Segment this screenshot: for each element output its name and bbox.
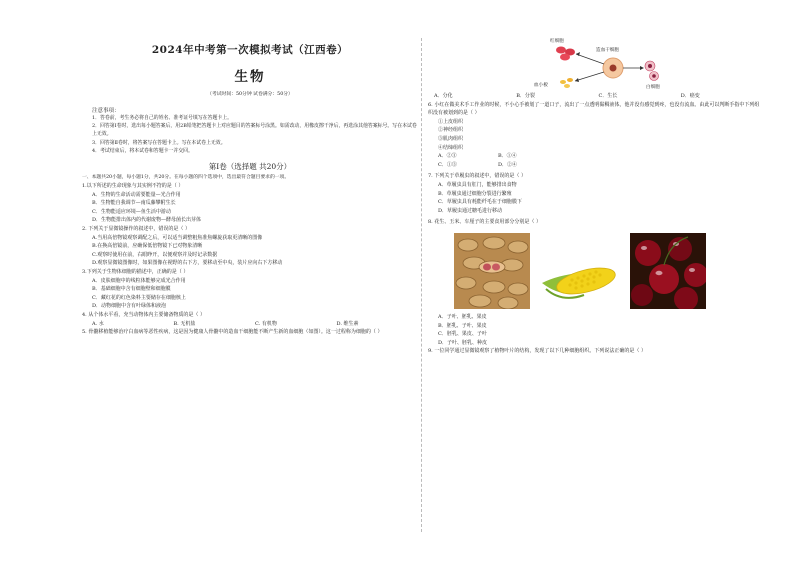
option: A. 水 — [92, 320, 104, 327]
option: A．分化 — [434, 93, 453, 99]
question-stem: 7. 下列关于草履虫的叙述中，错误的是（ ） — [428, 173, 526, 180]
blood-cell-diagram-svg — [428, 30, 763, 92]
option: C．胚乳、果皮、子叶 — [438, 331, 487, 338]
option: D．动物细胞中含有叶绿体和液泡 — [92, 303, 167, 310]
note-item: 4．考试结束后，将本试卷和答题卡一并交回。 — [92, 147, 193, 154]
option-row — [82, 320, 418, 329]
label-red-blood-cell: 红细胞 — [550, 39, 564, 44]
question-stem: 5. 骨髓移植能够治疗白血病等恶性疾病，这是因为健康人骨髓中的造血干细胞能不断产生新的血细胞（如图）。这一过程称为细胞的（ ） — [82, 329, 383, 336]
question-stem: 4. 从个体水平看，充当动物体内主要储备物质的是（ ） — [82, 311, 205, 318]
option: B．胚乳、子叶、果皮 — [438, 322, 487, 329]
tissue-item: ①上皮组织 — [438, 118, 464, 125]
option: B.在换高倍镜前，应确保低倍物镜下已对物象清晰 — [92, 243, 203, 250]
option: B．①④ — [498, 153, 517, 160]
question-stem: 9. 一位同学通过显微镜观察了植物叶片的结构，发现了以下几种细胞组织。下列说法正确的是（ ） — [428, 348, 646, 355]
food-photos — [454, 233, 763, 309]
option: D. 维生素 — [336, 320, 359, 327]
option: B．基础细胞中含有细胞壁和细胞膜 — [92, 286, 171, 293]
section-title: 第Ⅰ卷（选择题 共20分） — [208, 162, 292, 172]
option: D．草履虫通过糖毛进行移动 — [438, 207, 503, 214]
option: D．②④ — [498, 161, 518, 168]
exam-info: （考试时间：50分钟 试卷满分：50分） — [207, 92, 293, 97]
option-row — [428, 92, 763, 101]
question-stem: 2. 下列关于显微镜操作的叙述中，错误的是（ ） — [82, 225, 190, 232]
option: D．癌变 — [680, 93, 700, 99]
corn-svg — [540, 253, 620, 309]
blood-cell-diagram — [428, 30, 763, 92]
tissue-item: ②神经组织 — [438, 127, 464, 134]
option: A．②③ — [438, 153, 457, 160]
option: C．①③ — [438, 161, 457, 168]
option: C.观察时使用在前，右眼睁开，以便观察并及时记录数据 — [92, 251, 218, 258]
option: A．子叶、胚乳、果皮 — [438, 313, 487, 320]
option-row — [428, 161, 558, 170]
option: A．生物的生命活动需要能量—光合作用 — [92, 191, 181, 198]
label-stem-cell: 造血干细胞 — [596, 48, 619, 53]
question-stem: 1.以下所述的生命现象与其实例不符的是（ ） — [82, 183, 184, 190]
note-item: 2．回答第Ⅰ卷时，选出每小题答案后，用2B铅笔把答题卡上对应题目的答案标号涂黑。如需改动，用橡皮擦干净后，再选涂其他答案标号。写在本试卷上无效。 — [92, 123, 417, 138]
column-divider — [421, 38, 422, 532]
option: C．草履虫具有耗能纤毛在于细胞膜下 — [438, 199, 522, 206]
label-white-blood-cell: 白细胞 — [646, 85, 660, 90]
subject-title: 生物 — [234, 69, 266, 85]
peanut-image — [454, 233, 530, 309]
option: C．生长 — [598, 93, 618, 99]
option: B．草履虫通过细胞分裂进行繁殖 — [438, 190, 512, 197]
option: A．草履虫具有肛门，能够排出食物 — [438, 181, 517, 188]
peanut-svg — [454, 233, 530, 309]
option: D．生物能排出体内的代谢废物—酵母菌长出芽体 — [92, 217, 202, 224]
question-stem: 6. 小红在做美术手工作业的时候，不小心手被划了一道口子，流出了一点透明黏稠液体，他并没有感觉到疼，也没有流血。由此可以判断手指中下列组织没有被划到的是（ ） — [428, 101, 760, 117]
notes-heading: 注意事项： — [92, 108, 120, 114]
option: D．子叶、胚乳、种皮 — [438, 339, 488, 346]
option: C．生物能适应环境—鱼生活中游动 — [92, 208, 171, 215]
option: D.观察显微镜图像时，如果图像在视野的右下方，要移动至中央，装片应向右下方移动 — [92, 260, 283, 267]
option: C．藏红花的红色染料主要储存在细胞核上 — [92, 294, 186, 301]
right-column — [428, 30, 763, 356]
left-column — [82, 30, 418, 337]
option: B．分裂 — [516, 93, 535, 99]
option: A．皮肤细胞中的线粒体能够完成光合作用 — [92, 277, 186, 284]
cherry-svg — [630, 233, 706, 309]
option-row — [428, 152, 558, 161]
option: B．生物能自我调节—南瓜藤攀附生长 — [92, 200, 176, 207]
corn-image — [540, 253, 620, 309]
question-stem: 3.下列关于生物体细胞的描述中，正确的是（ ） — [82, 268, 189, 275]
question-stem: 8. 花生、玉米、车厘子的主要食用部分分别是（ ） — [428, 219, 541, 226]
label-platelet: 血小板 — [534, 83, 548, 88]
exam-title: 2024年中考第一次模拟考试（江西卷） — [151, 44, 349, 56]
option: A.当用高倍物镜观察调配之后，可以适当调整粗焦准焦螺旋获取更清晰的图像 — [92, 234, 263, 241]
option: B. 无机盐 — [173, 320, 196, 327]
tissue-item: ③肌肉组织 — [438, 135, 464, 142]
section-instruction: 一、本题共20小题，每小题1分，共20分。在每小题的四个选项中，选出最符合题目要求的一项。 — [82, 175, 290, 181]
cherry-image — [630, 233, 706, 309]
note-item: 3．回答第Ⅱ卷时，将答案写在答题卡上。写在本试卷上无效。 — [92, 139, 226, 146]
tissue-item: ④结缔组织 — [438, 144, 464, 151]
option: C. 有机物 — [255, 320, 277, 327]
note-item: 1．答卷前，考生务必将自己的姓名、准考证号填写在答题卡上。 — [92, 115, 233, 121]
